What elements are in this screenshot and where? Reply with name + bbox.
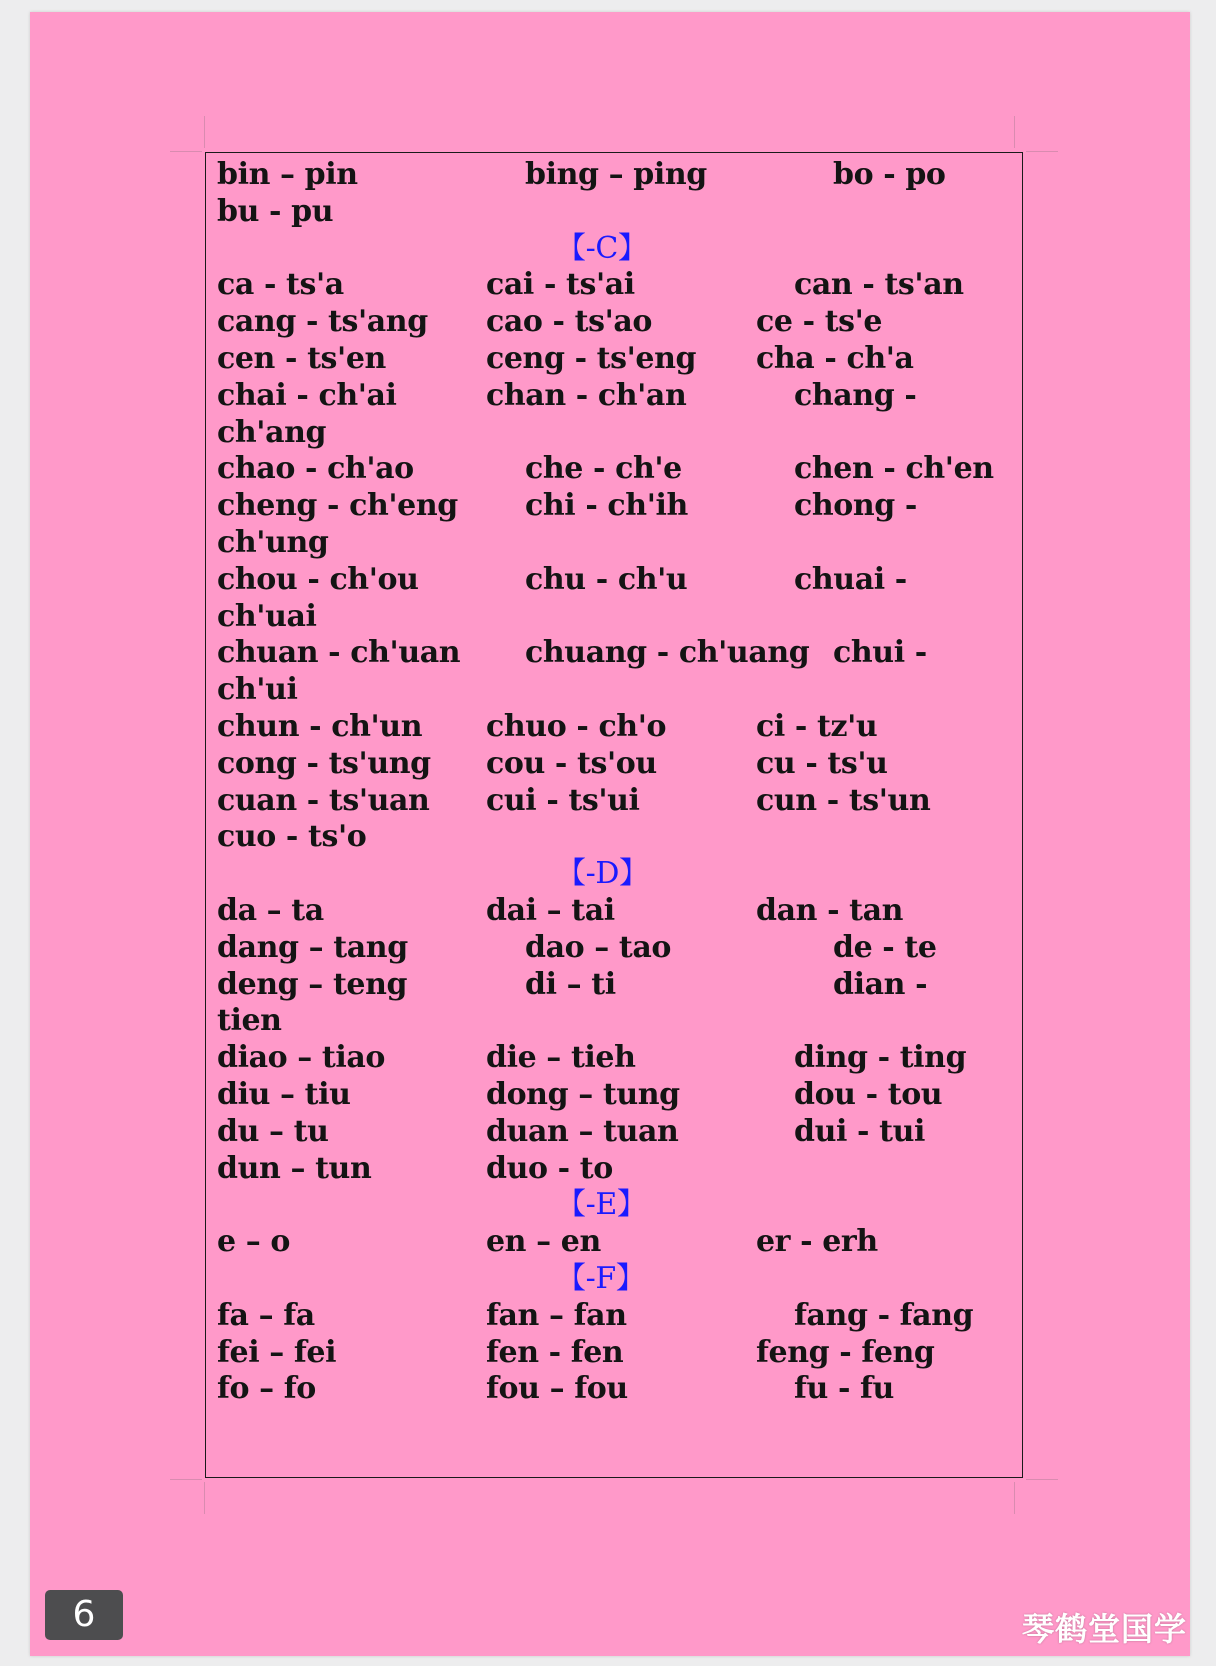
document-page [30, 12, 1190, 1656]
syllable-pair: ci - tz'u [756, 709, 878, 744]
table-row [206, 928, 1022, 967]
syllable-pair: tien [217, 1003, 282, 1039]
syllable-pair: dai – tai [486, 893, 615, 928]
table-row [206, 744, 1022, 783]
table-row [206, 1369, 1022, 1408]
table-row [206, 817, 1022, 856]
crop-mark [1014, 116, 1015, 148]
syllable-pair: de - te [833, 929, 937, 965]
table-row [206, 265, 1022, 304]
syllable-pair: cha - ch'a [756, 341, 914, 376]
syllable-pair: ch'uai [217, 598, 317, 634]
syllable-pair: chuo - ch'o [486, 709, 667, 744]
table-row [206, 413, 1022, 452]
syllable-pair: fa – fa [217, 1297, 315, 1333]
syllable-pair: er - erh [756, 1224, 878, 1260]
syllable-pair: bin – pin [217, 157, 358, 192]
section-header-label: 【-F】 [556, 1261, 646, 1296]
syllable-pair: dang – tang [217, 929, 408, 965]
crop-mark [1014, 1482, 1015, 1514]
syllable-pair: fan – fan [486, 1297, 627, 1333]
syllable-pair: chun - ch'un [217, 709, 423, 744]
syllable-pair: chang - [794, 377, 917, 413]
syllable-pair: da – ta [217, 893, 324, 928]
crop-mark [204, 1482, 205, 1514]
table-row [206, 560, 1022, 599]
syllable-pair: deng – teng [217, 966, 408, 1002]
syllable-pair: dou - tou [794, 1077, 943, 1112]
table-row [206, 192, 1022, 231]
syllable-pair: die – tieh [486, 1040, 636, 1076]
syllable-pair: ceng - ts'eng [486, 341, 697, 376]
syllable-pair: bing – ping [525, 157, 707, 192]
table-row [206, 523, 1022, 562]
table-row [206, 1001, 1022, 1040]
syllable-pair: e – o [217, 1224, 290, 1260]
crop-mark [1026, 151, 1058, 152]
table-row [206, 891, 1022, 930]
table-row [206, 670, 1022, 709]
syllable-pair: cou - ts'ou [486, 745, 657, 781]
syllable-pair: cuo - ts'o [217, 819, 367, 855]
section-header [206, 854, 1022, 893]
section-header [206, 1259, 1022, 1298]
syllable-pair: fang - fang [794, 1297, 974, 1333]
syllable-pair: dong – tung [486, 1077, 680, 1112]
syllable-pair: en – en [486, 1224, 601, 1260]
syllable-pair: chai - ch'ai [217, 377, 397, 413]
table-row [206, 597, 1022, 636]
syllable-pair: cheng - ch'eng [217, 488, 458, 524]
romanization-table [205, 152, 1023, 1478]
syllable-pair: chuai - [794, 561, 907, 597]
syllable-pair: ch'ang [217, 414, 327, 450]
syllable-pair: cuan - ts'uan [217, 782, 430, 818]
syllable-pair: chong - [794, 488, 917, 524]
table-row [206, 965, 1022, 1004]
syllable-pair: fo – fo [217, 1371, 316, 1407]
table-row [206, 781, 1022, 820]
syllable-pair: ch'ung [217, 525, 329, 560]
syllable-pair: fen - fen [486, 1334, 624, 1370]
syllable-pair: che - ch'e [525, 451, 682, 487]
section-header-label: 【-C】 [556, 230, 648, 266]
syllable-pair: chou - ch'ou [217, 561, 419, 597]
syllable-pair: cao - ts'ao [486, 304, 653, 340]
syllable-pair: bu - pu [217, 193, 334, 229]
syllable-pair: fou – fou [486, 1371, 628, 1407]
syllable-pair: chui - [833, 635, 927, 671]
syllable-pair: dao – tao [525, 929, 672, 965]
syllable-pair: duo - to [486, 1150, 613, 1186]
crop-mark [204, 116, 205, 148]
table-row [206, 1296, 1022, 1335]
syllable-pair: feng - feng [756, 1334, 935, 1370]
table-row [206, 1112, 1022, 1151]
syllable-pair: can - ts'an [794, 267, 964, 303]
table-row [206, 155, 1022, 194]
table-row [206, 707, 1022, 746]
crop-mark [1026, 1479, 1058, 1480]
table-row [206, 633, 1022, 672]
section-header [206, 229, 1022, 268]
syllable-pair: ding - ting [794, 1040, 967, 1076]
table-row [206, 1038, 1022, 1077]
syllable-pair: cen - ts'en [217, 341, 386, 376]
syllable-pair: dian - [833, 966, 928, 1002]
table-row [206, 1333, 1022, 1372]
syllable-pair: chu - ch'u [525, 561, 688, 597]
syllable-pair: chuan - ch'uan [217, 635, 461, 671]
table-row [206, 1222, 1022, 1261]
section-header [206, 1185, 1022, 1224]
syllable-pair: cang - ts'ang [217, 304, 428, 340]
table-row [206, 1149, 1022, 1188]
syllable-pair: dun – tun [217, 1150, 372, 1186]
syllable-pair: chi - ch'ih [525, 488, 688, 524]
syllable-pair: duan – tuan [486, 1113, 679, 1149]
syllable-pair: bo - po [833, 157, 946, 192]
syllable-pair: ch'ui [217, 672, 298, 708]
syllable-pair: cui - ts'ui [486, 782, 640, 818]
crop-mark [170, 151, 202, 152]
syllable-pair: chan - ch'an [486, 377, 687, 413]
syllable-pair: ce - ts'e [756, 304, 883, 340]
syllable-pair: diao – tiao [217, 1040, 386, 1076]
table-row [206, 376, 1022, 415]
syllable-pair: fu - fu [794, 1371, 894, 1407]
syllable-pair: chao - ch'ao [217, 451, 414, 487]
watermark-text: 琴鹤堂国学 [1022, 1610, 1188, 1648]
table-row [206, 1075, 1022, 1114]
syllable-pair: chen - ch'en [794, 451, 994, 487]
syllable-pair: ca - ts'a [217, 267, 344, 303]
syllable-pair: chuang - ch'uang [525, 635, 810, 671]
syllable-pair: di – ti [525, 966, 616, 1002]
page-number-badge: 6 [45, 1590, 123, 1640]
syllable-pair: dan - tan [756, 893, 904, 928]
table-row [206, 339, 1022, 378]
syllable-pair: dui - tui [794, 1113, 925, 1149]
syllable-pair: cu - ts'u [756, 745, 888, 781]
table-row [206, 302, 1022, 341]
syllable-pair: du – tu [217, 1113, 329, 1149]
syllable-pair: cun - ts'un [756, 782, 931, 818]
section-header-label: 【-E】 [556, 1187, 647, 1223]
table-row [206, 449, 1022, 488]
syllable-pair: diu – tiu [217, 1077, 351, 1112]
syllable-pair: fei – fei [217, 1334, 337, 1370]
syllable-pair: cong - ts'ung [217, 745, 431, 781]
table-row [206, 486, 1022, 525]
crop-mark [170, 1479, 202, 1480]
section-header-label: 【-D】 [556, 856, 649, 892]
syllable-pair: cai - ts'ai [486, 267, 635, 303]
